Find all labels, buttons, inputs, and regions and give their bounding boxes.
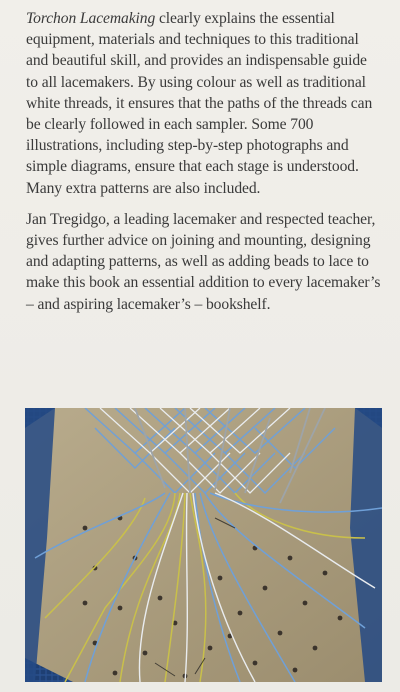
blurb-paragraph-2: Jan Tregidgo, a leading lacemaker and respected teacher, gives further advice on joining and mounting, designing and adapting patterns, as well as adding beads to lace to make this book an essential addition to every lacemaker’s – and aspiring lacemaker’s – bookshelf.: [26, 210, 381, 313]
lace-sampler-photo: [25, 408, 382, 682]
lace-pillow-illustration: [25, 408, 382, 682]
book-title: Torchon Lacemaking: [26, 10, 156, 27]
pricking-card: [25, 408, 382, 682]
blurb-paragraph-1-text: clearly explains the essential equipment, materials and techniques to this traditional and beautiful skill, and provides an indispensable guide to all lacemakers. By using colour as well as traditional white threads, it ensures that the paths of the threads can be clearly followed in each sampler. Some 700 illustrations, including step-by-step photographs and simple diagrams, ensure that each stage is understood. Many extra patterns are also included.: [26, 10, 373, 197]
blurb-paragraph-1: [26, 8, 382, 199]
blurb-text: [26, 8, 382, 325]
